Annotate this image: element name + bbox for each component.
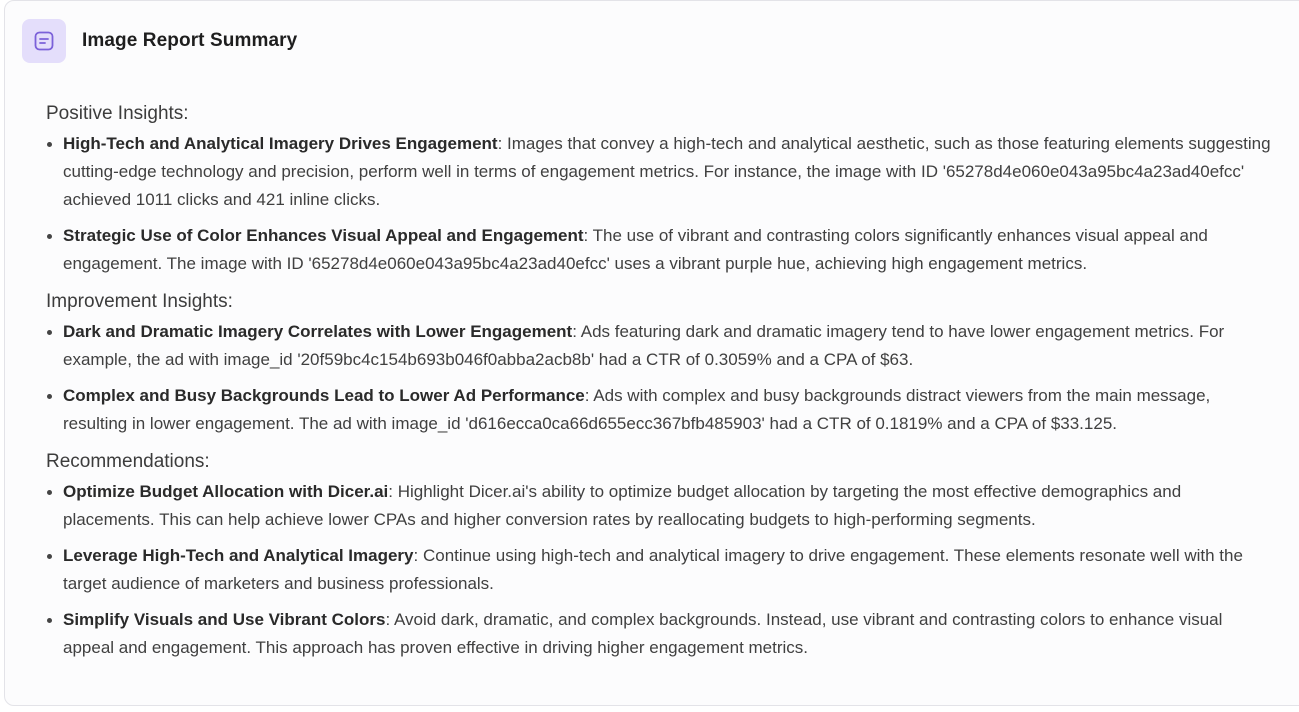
list-item — [46, 542, 1271, 598]
header-icon-badge — [22, 19, 66, 63]
item-text: : Images that convey a high-tech and analytical aesthetic, such as those featuring elements suggesting cutting-edge technology and precision, perform well in terms of engagement metrics. For instance, the image with ID '65278d4e060e043a95bc4a23ad40efcc' achieved 1011 clicks and 421 inline clicks. — [63, 134, 1271, 209]
item-text: : Avoid dark, dramatic, and complex backgrounds. Instead, use vibrant and contrasting colors to enhance visual appeal and engagement. This approach has proven effective in driving higher engagement metrics. — [63, 610, 1223, 657]
positive-insights-list — [46, 130, 1271, 278]
item-title: Complex and Busy Backgrounds Lead to Lower Ad Performance — [63, 386, 585, 405]
card-header — [22, 19, 297, 63]
recommendations-list — [46, 478, 1271, 662]
report-content — [46, 98, 1271, 670]
list-item — [46, 222, 1271, 278]
item-title: High-Tech and Analytical Imagery Drives Engagement — [63, 134, 498, 153]
item-title: Leverage High-Tech and Analytical Imagery — [63, 546, 414, 565]
item-title: Optimize Budget Allocation with Dicer.ai — [63, 482, 389, 501]
section-title-improvement: Improvement Insights: — [46, 291, 233, 312]
document-note-icon — [33, 30, 55, 52]
item-text: : Highlight Dicer.ai's ability to optimize budget allocation by targeting the most effective demographics and placements. This can help achieve lower CPAs and higher conversion rates by reallocating budgets to high-performing segments. — [63, 482, 1182, 529]
improvement-insights-list — [46, 318, 1271, 438]
page-title: Image Report Summary — [82, 30, 298, 51]
section-title-recommendations: Recommendations: — [46, 451, 210, 472]
list-item — [46, 606, 1271, 662]
list-item — [46, 478, 1271, 534]
item-text: : The use of vibrant and contrasting colors significantly enhances visual appeal and engagement. The image with ID '65278d4e060e043a95bc4a23ad40efcc' uses a vibrant purple hue, achieving high engagement metrics. — [63, 226, 1208, 273]
list-item — [46, 130, 1271, 214]
list-item — [46, 382, 1271, 438]
item-title: Strategic Use of Color Enhances Visual Appeal and Engagement — [63, 226, 584, 245]
report-summary-card — [4, 0, 1299, 706]
item-text: : Ads featuring dark and dramatic imagery tend to have lower engagement metrics. For example, the ad with image_id '20f59bc4c154b693b046f0abba2acb8b' had a CTR of 0.3059% and a CPA of $63. — [63, 322, 1225, 369]
list-item — [46, 318, 1271, 374]
item-text: : Continue using high-tech and analytical imagery to drive engagement. These elements resonate well with the target audience of marketers and business professionals. — [63, 546, 1243, 593]
item-text: : Ads with complex and busy backgrounds distract viewers from the main message, resulting in lower engagement. The ad with image_id 'd616ecca0ca66d655ecc367bfb485903' had a CTR of 0.1819% and a CPA of $33.125. — [63, 386, 1211, 433]
item-title: Simplify Visuals and Use Vibrant Colors — [63, 610, 386, 629]
item-title: Dark and Dramatic Imagery Correlates with Lower Engagement — [63, 322, 573, 341]
section-title-positive: Positive Insights: — [46, 103, 189, 124]
